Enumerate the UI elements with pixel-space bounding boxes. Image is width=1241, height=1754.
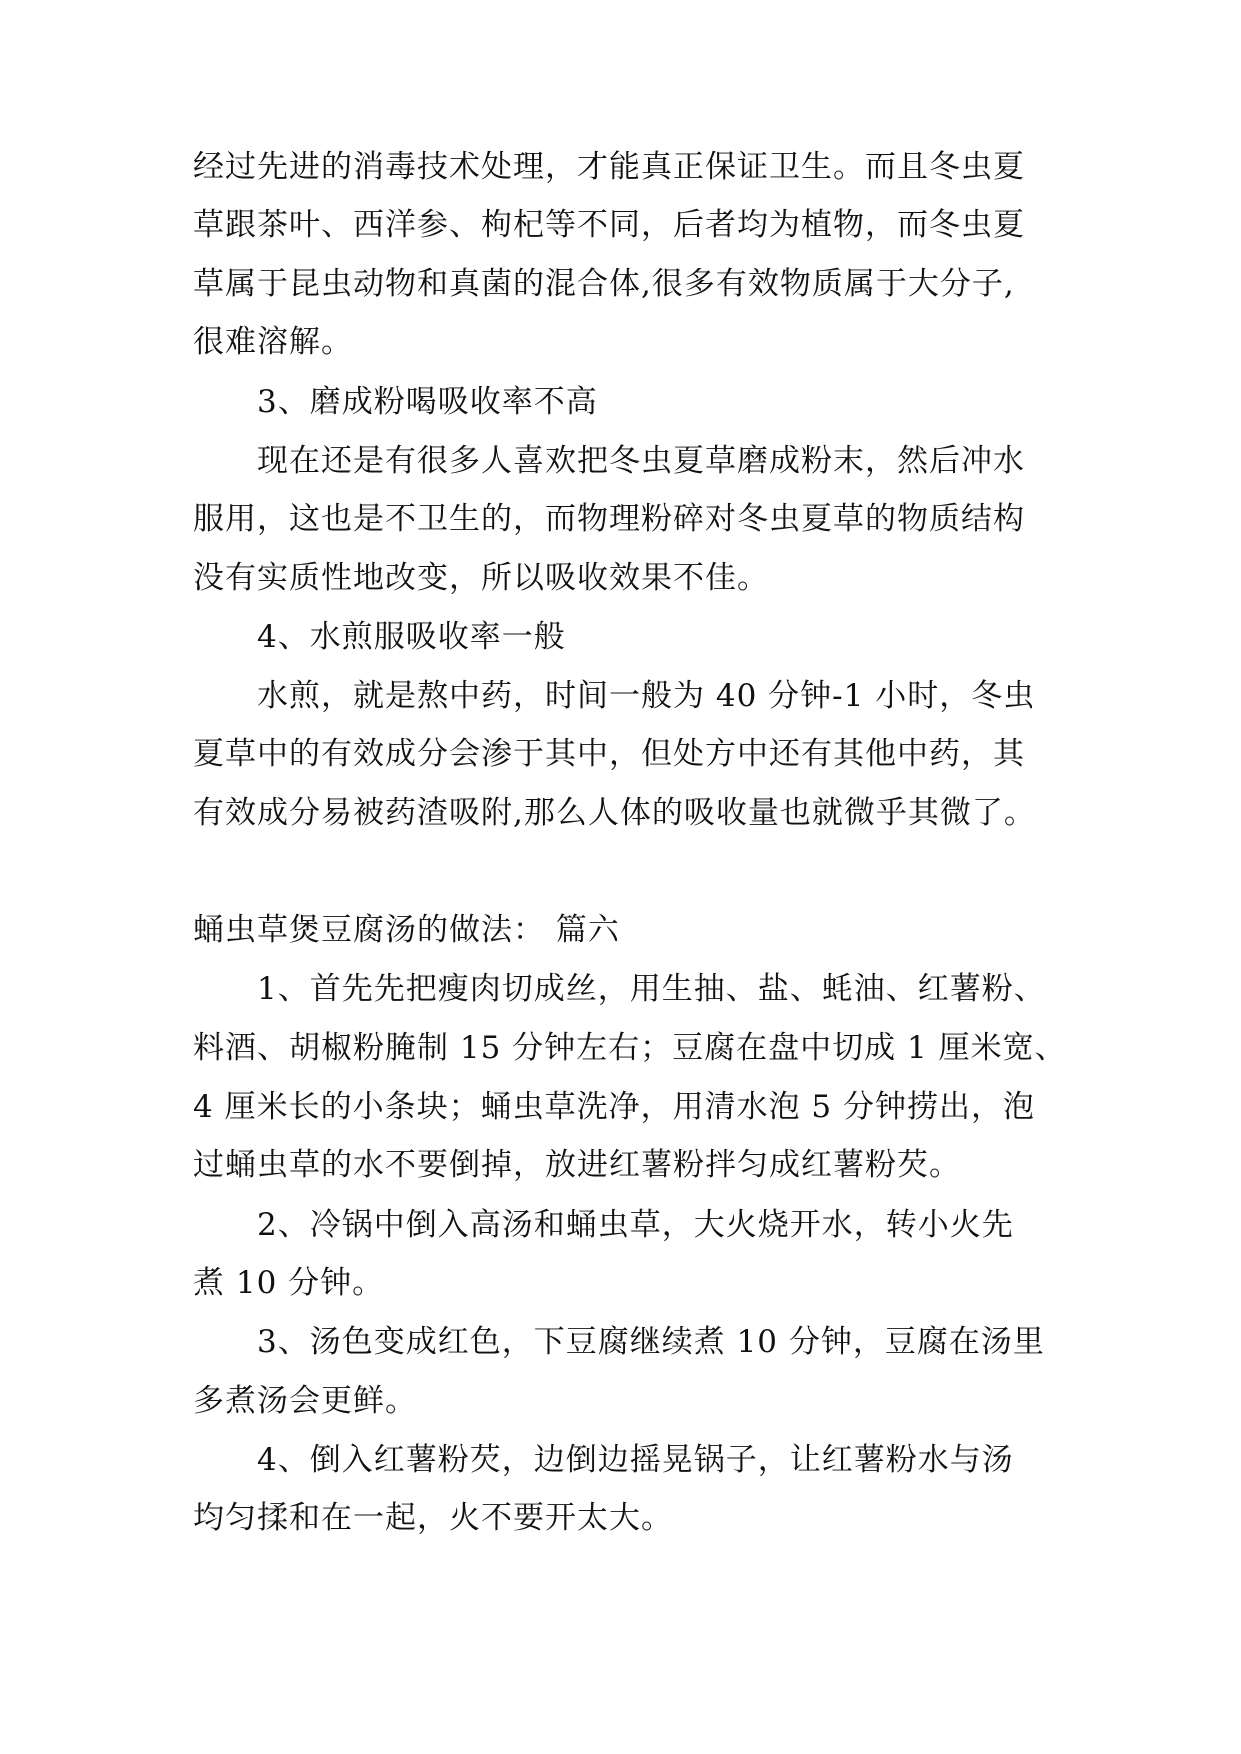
text-line: 很难溶解。	[193, 324, 353, 360]
text-line: 没有实质性地改变，所以吸收效果不佳。	[193, 560, 769, 596]
text-line: 现在还是有很多人喜欢把冬虫夏草磨成粉末，然后冲水	[257, 443, 1025, 479]
text-line: 2、冷锅中倒入高汤和蛹虫草，大火烧开水，转小火先	[257, 1207, 1014, 1243]
text-line: 4 厘米长的小条块；蛹虫草洗净，用清水泡 5 分钟捞出，泡	[193, 1089, 1036, 1125]
section-heading: 3、磨成粉喝吸收率不高	[257, 384, 598, 420]
text-line: 有效成分易被药渣吸附,那么人体的吸收量也就微乎其微了。	[193, 795, 1036, 831]
section-heading: 4、水煎服吸收率一般	[257, 619, 566, 655]
text-line: 草跟茶叶、西洋参、枸杞等不同，后者均为植物，而冬虫夏	[193, 207, 1025, 243]
text-line: 经过先进的消毒技术处理，才能真正保证卫生。而且冬虫夏	[193, 149, 1025, 185]
text-line: 水煎，就是熬中药，时间一般为 40 分钟-1 小时，冬虫	[257, 678, 1036, 714]
text-line: 4、倒入红薯粉芡，边倒边摇晃锅子，让红薯粉水与汤	[257, 1442, 1014, 1478]
text-line: 多煮汤会更鲜。	[193, 1383, 417, 1419]
text-line: 3、汤色变成红色，下豆腐继续煮 10 分钟，豆腐在汤里	[257, 1324, 1045, 1360]
text-line: 煮 10 分钟。	[193, 1265, 385, 1301]
text-line: 服用，这也是不卫生的，而物理粉碎对冬虫夏草的物质结构	[193, 501, 1025, 537]
article-title: 蛹虫草煲豆腐汤的做法： 篇六	[193, 912, 620, 948]
text-line: 夏草中的有效成分会渗于其中，但处方中还有其他中药，其	[193, 736, 1025, 772]
text-line: 料酒、胡椒粉腌制 15 分钟左右；豆腐在盘中切成 1 厘米宽、	[193, 1030, 1067, 1066]
text-line: 均匀揉和在一起，火不要开太大。	[193, 1500, 673, 1536]
text-line: 草属于昆虫动物和真菌的混合体,很多有效物质属于大分子,	[193, 266, 1015, 302]
text-line: 1、首先先把瘦肉切成丝，用生抽、盐、蚝油、红薯粉、	[257, 971, 1046, 1007]
text-line: 过蛹虫草的水不要倒掉，放进红薯粉拌匀成红薯粉芡。	[193, 1147, 961, 1183]
